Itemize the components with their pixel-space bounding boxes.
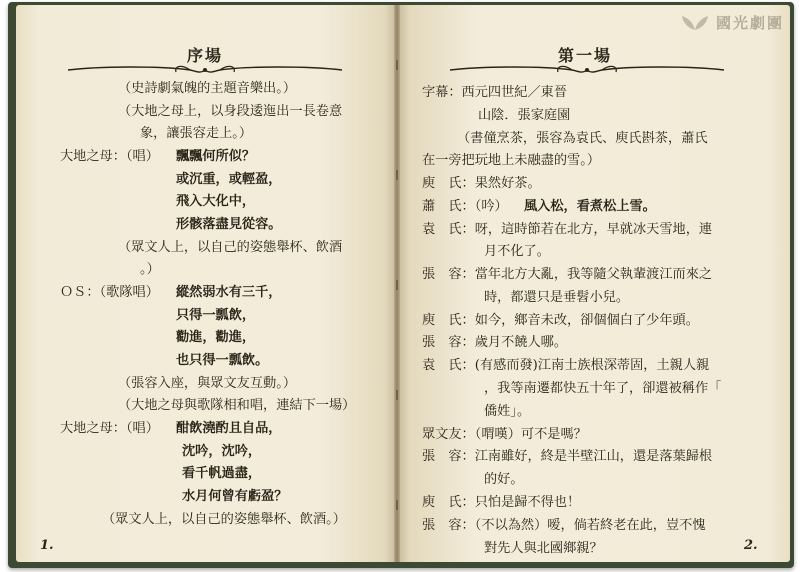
script-line: 水月何曾有虧盈？ bbox=[182, 489, 288, 504]
script-line: 袁 氏：呀，這時節若在北方，早就冰天雪地，連 bbox=[422, 222, 713, 237]
script-line: （大地之母上，以身段逶迤出一長卷意 bbox=[118, 104, 343, 119]
script-line: 張 容：當年北方大亂，我等隨父執輩渡江而來之 bbox=[422, 267, 713, 282]
script-line: 僑姓」。 bbox=[484, 404, 531, 419]
script-line: 張 容：江南雖好，終是半壁江山，還是落葉歸根 bbox=[422, 449, 713, 464]
script-line: （眾文人上，以自己的姿態舉杯、飲酒 bbox=[118, 240, 343, 255]
script-line: 庾 氏：只怕是歸不得也！ bbox=[422, 495, 581, 510]
script-line: ，我等南遷都快五十年了，卻還被稱作「 bbox=[484, 381, 722, 396]
script-line: 庾 氏：果然好茶。 bbox=[422, 176, 541, 191]
script-line: 看千帆過盡， bbox=[182, 466, 262, 481]
script-line: 張 容：歲月不饒人哪。 bbox=[422, 335, 568, 350]
binding-stitch bbox=[396, 170, 398, 180]
script-line: 酣飲澆酌且自品， bbox=[176, 421, 282, 436]
script-line: 只得一瓢飲， bbox=[176, 308, 256, 323]
script-line: 形骸落盡見從容。 bbox=[176, 217, 282, 232]
troupe-logo bbox=[680, 12, 784, 33]
script-line: 飄飄何所似？ bbox=[176, 149, 256, 164]
binding-stitch bbox=[396, 500, 398, 510]
script-line: 大地之母：（唱） bbox=[60, 149, 159, 164]
script-line: 眾文友：（喟嘆）可不是嗎？ bbox=[422, 427, 587, 442]
ornament-divider bbox=[444, 62, 730, 78]
script-line: 的好。 bbox=[484, 472, 524, 487]
script-line: 勸進，勸進， bbox=[176, 330, 256, 345]
script-line: 月不化了。 bbox=[484, 244, 550, 259]
script-line: 庾 氏：如今，鄉音未改，卻個個白了少年頭。 bbox=[422, 313, 699, 328]
logo-text: 國光劇團 bbox=[715, 14, 784, 32]
script-line: 時，都還只是垂髫小兒。 bbox=[484, 290, 630, 305]
script-line: 縱然弱水有三千， bbox=[176, 285, 282, 300]
script-line: （大地之母與歌隊相和唱，連結下一場） bbox=[118, 398, 356, 413]
script-line: 山陰．張家庭園 bbox=[478, 108, 571, 123]
binding-stitch bbox=[396, 390, 398, 400]
script-line: 飛入大化中， bbox=[176, 194, 256, 209]
script-line: 沈吟，沈吟， bbox=[182, 444, 262, 459]
script-line: 或沉重，或輕盈， bbox=[176, 172, 282, 187]
binding-stitch bbox=[396, 280, 398, 290]
script-line: 。） bbox=[140, 262, 160, 277]
script-line: 對先人與北國鄉親？ bbox=[484, 541, 603, 556]
page-number: 2. bbox=[744, 538, 758, 553]
script-line: 袁 氏：(有感而發)江南士族根深蒂固，土親人親 bbox=[422, 358, 710, 373]
script-line: 風入松，看煮松上雪。 bbox=[524, 199, 656, 214]
leaf-icon bbox=[680, 14, 710, 32]
script-line: 張 容：（不以為然）嗳，倘若終老在此，豈不愧 bbox=[422, 518, 706, 533]
script-line: （史詩劇氣魄的主題音樂出。） bbox=[118, 81, 297, 96]
scene-title: 序場 bbox=[186, 46, 223, 65]
script-line: 大地之母：（唱） bbox=[60, 421, 159, 436]
script-line: （書僮烹茶，張容為袁氏、庾氏斟茶，蕭氏 bbox=[457, 131, 708, 146]
ornament-divider bbox=[62, 62, 348, 78]
script-line: （張容入座，與眾文友互動。） bbox=[118, 376, 297, 391]
binding-stitch bbox=[396, 60, 398, 70]
page-number: 1. bbox=[40, 538, 54, 553]
script-line: 也只得一瓢飲。 bbox=[176, 353, 269, 368]
script-line: 字幕：西元四世紀／東晉 bbox=[422, 85, 568, 100]
script-line: 象，讓張容走上。） bbox=[140, 126, 253, 141]
script-line: （眾文人上，以自己的姿態舉杯、飲酒。） bbox=[102, 512, 346, 527]
script-line: 在一旁把玩地上未融盡的雪。） bbox=[422, 153, 601, 168]
scene-title: 第一場 bbox=[557, 46, 612, 65]
script-line: 蕭 氏：（吟） bbox=[422, 199, 508, 214]
script-line: ＯＳ：（歌隊唱） bbox=[60, 285, 159, 300]
